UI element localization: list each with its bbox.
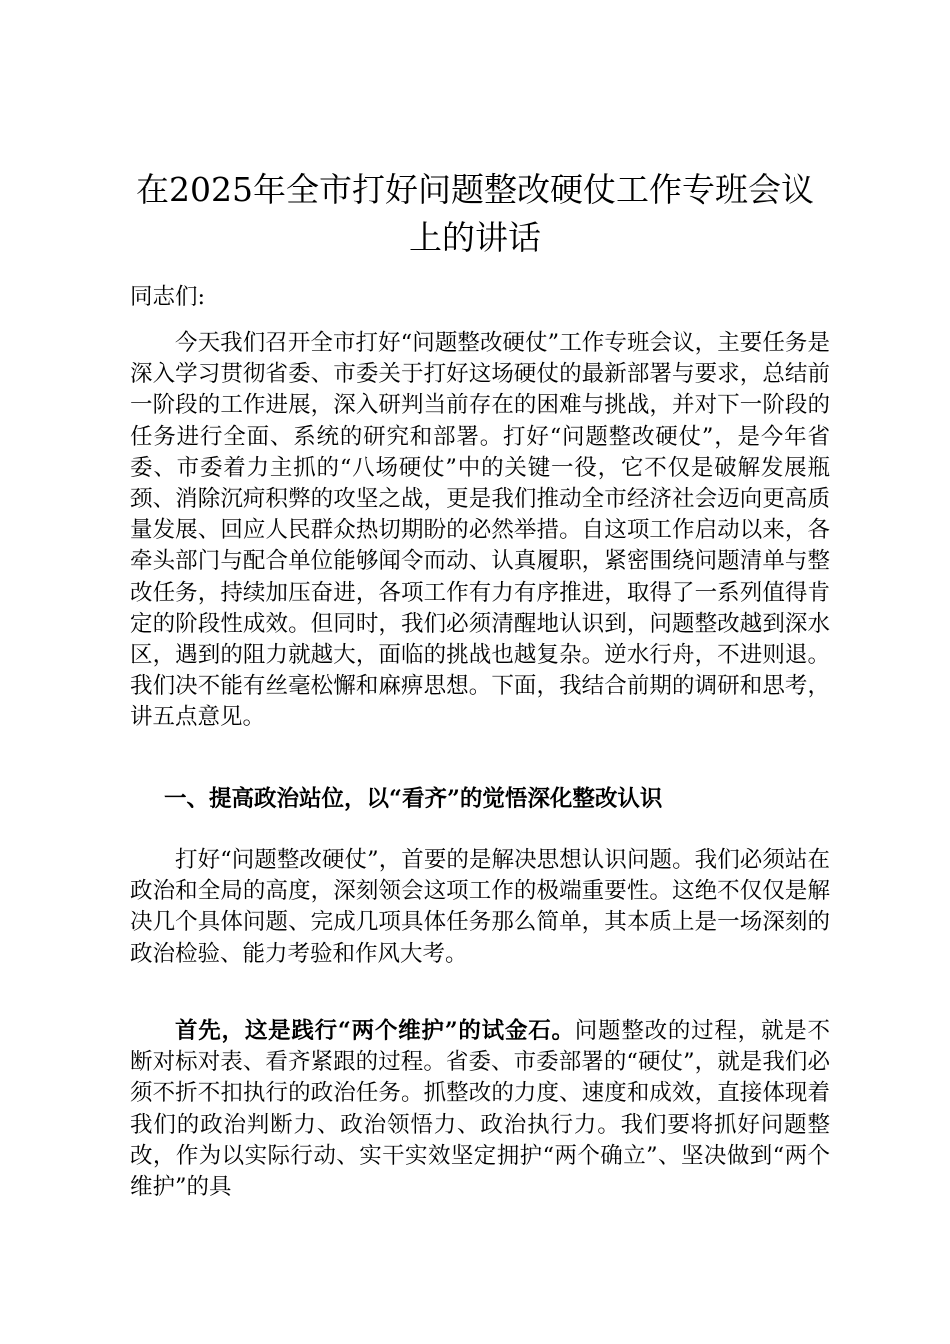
- section-heading-1: 一、提高政治站位，以“看齐”的觉悟深化整改认识: [164, 786, 663, 812]
- paragraph-section-intro: 打好“问题整改硬仗”，首要的是解决思想认识问题。我们必须站在政治和全局的高度，深刻领会这项工作的极端重要性。这绝不仅仅是解决几个具体问题、完成几项具体任务那么简单，其本质上是一场深刻的政治检验、能力考验和作风大考。: [130, 847, 830, 967]
- paragraph-point-1: [130, 1016, 830, 1203]
- paragraph-opening: 今天我们召开全市打好“问题整改硬仗”工作专班会议，主要任务是深入学习贯彻省委、市委关于打好这场硬仗的最新部署与要求，总结前一阶段的工作进展，深入研判当前存在的困难与挑战，并对下一阶段的任务进行全面、系统的研究和部署。打好“问题整改硬仗”，是今年省委、市委着力主抓的“八场硬仗”中的关键一役，它不仅是破解发展瓶颈、消除沉疴积弊的攻坚之战，更是我们推动全市经济社会迈向更高质量发展、回应人民群众热切期盼的必然举措。自这项工作启动以来，各牵头部门与配合单位能够闻令而动、认真履职，紧密围绕问题清单与整改任务，持续加压奋进，各项工作有力有序推进，取得了一系列值得肯定的阶段性成效。但同时，我们必须清醒地认识到，问题整改越到深水区，遇到的阻力就越大，面临的挑战也越复杂。逆水行舟，不进则退。我们决不能有丝毫松懈和麻痹思想。下面，我结合前期的调研和思考，讲五点意见。: [130, 330, 830, 731]
- document-title: 在2025年全市打好问题整改硬仗工作专班会议上的讲话: [136, 170, 814, 257]
- point-1-body: 问题整改的过程，就是不断对标对表、看齐紧跟的过程。省委、市委部署的“硬仗”，就是我们必须不折不扣执行的政治任务。抓整改的力度、速度和成效，直接体现着我们的政治判断力、政治领悟力、政治执行力。我们要将抓好问题整改，作为以实际行动、实干实效坚定拥护“两个确立”、坚决做到“两个维护”的具: [130, 1018, 830, 1201]
- salutation: 同志们:: [130, 284, 206, 310]
- point-1-lead: 首先，这是践行“两个维护”的试金石。: [175, 1018, 575, 1044]
